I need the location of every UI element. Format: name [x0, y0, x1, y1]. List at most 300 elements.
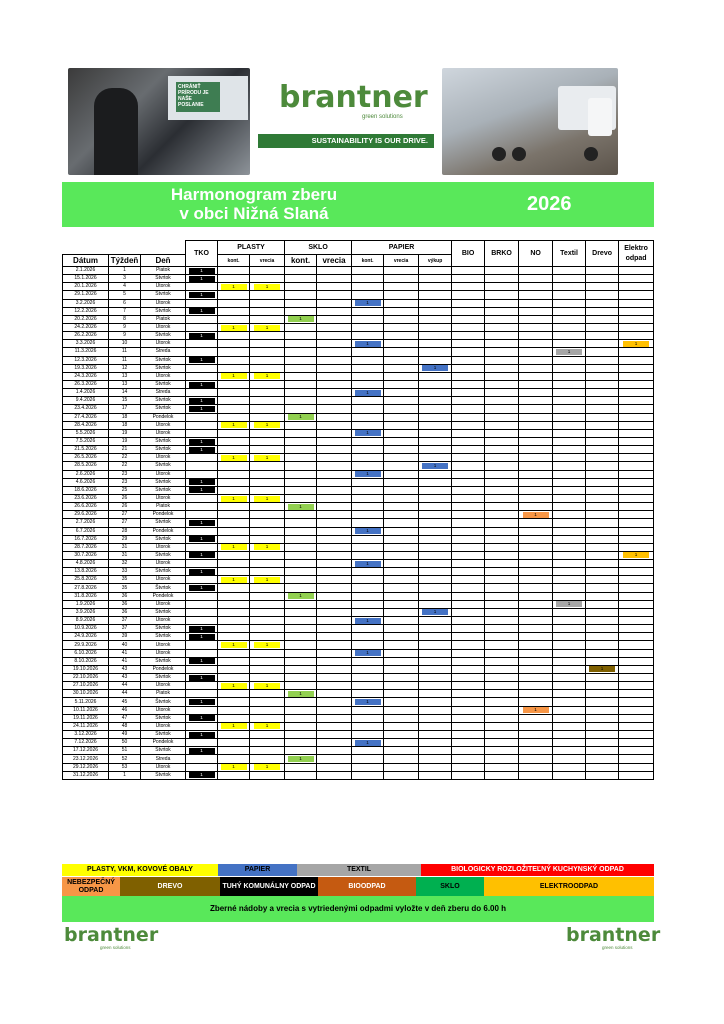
schedule-cell: [485, 503, 519, 511]
schedule-cell: [419, 657, 452, 665]
collection-mark: 1: [422, 463, 448, 469]
schedule-cell: [352, 275, 384, 283]
schedule-cell: [485, 364, 519, 372]
schedule-cell: [384, 560, 419, 568]
schedule-cell: [485, 543, 519, 551]
schedule-cell: [384, 397, 419, 405]
col-plasty: PLASTY: [218, 241, 285, 255]
schedule-cell: [317, 633, 352, 641]
week-cell: 19: [109, 437, 141, 445]
collection-mark: 1: [221, 642, 247, 648]
schedule-cell: [452, 356, 485, 364]
schedule-cell: [485, 592, 519, 600]
table-row: [63, 560, 654, 568]
schedule-cell: [317, 380, 352, 388]
schedule-cell: [186, 413, 218, 421]
schedule-cell: [519, 535, 553, 543]
schedule-cell: [553, 478, 586, 486]
schedule-cell: [586, 446, 619, 454]
schedule-cell: [519, 389, 553, 397]
schedule-cell: [485, 348, 519, 356]
schedule-cell: [218, 421, 250, 429]
week-cell: 11: [109, 356, 141, 364]
schedule-cell: [485, 731, 519, 739]
schedule-cell: [186, 356, 218, 364]
collection-mark: 1: [189, 439, 215, 445]
schedule-cell: [619, 617, 654, 625]
schedule-cell: [317, 437, 352, 445]
schedule-cell: [218, 380, 250, 388]
collection-mark: 1: [254, 723, 280, 729]
date-cell: 27.4.2026: [63, 413, 109, 421]
schedule-cell: [419, 568, 452, 576]
collection-mark: 1: [189, 675, 215, 681]
schedule-cell: [186, 755, 218, 763]
schedule-cell: [586, 470, 619, 478]
schedule-cell: [452, 592, 485, 600]
day-cell: Utorok: [141, 340, 186, 348]
schedule-cell: [186, 397, 218, 405]
schedule-cell: [250, 454, 285, 462]
date-cell: 23.12.2026: [63, 755, 109, 763]
schedule-cell: [619, 478, 654, 486]
week-cell: 9: [109, 332, 141, 340]
schedule-cell: [218, 714, 250, 722]
schedule-cell: [218, 494, 250, 502]
schedule-cell: [519, 299, 553, 307]
schedule-cell: [485, 625, 519, 633]
schedule-cell: [586, 389, 619, 397]
table-row: [63, 568, 654, 576]
schedule-cell: [553, 649, 586, 657]
schedule-cell: [419, 600, 452, 608]
title-bar: [62, 182, 654, 227]
week-cell: 19: [109, 429, 141, 437]
schedule-cell: [384, 283, 419, 291]
schedule-cell: [619, 543, 654, 551]
schedule-cell: [384, 299, 419, 307]
schedule-cell: [553, 307, 586, 315]
schedule-cell: [452, 323, 485, 331]
collection-mark: 1: [422, 609, 448, 615]
schedule-cell: [250, 462, 285, 470]
collection-note: Zberné nádoby a vrecia s vytriedenými odpadmi vyložte v deň zberu do 6.00 h: [62, 896, 654, 922]
week-cell: 36: [109, 592, 141, 600]
schedule-cell: [285, 592, 317, 600]
schedule-cell: [485, 674, 519, 682]
col-sklo-kont: kont.: [285, 255, 317, 267]
schedule-cell: [186, 543, 218, 551]
schedule-cell: [186, 315, 218, 323]
schedule-cell: [619, 535, 654, 543]
week-cell: 53: [109, 763, 141, 771]
schedule-cell: [317, 576, 352, 584]
truck-wheel: [584, 147, 598, 161]
schedule-cell: [317, 714, 352, 722]
schedule-cell: [452, 527, 485, 535]
schedule-cell: [285, 690, 317, 698]
schedule-cell: [250, 421, 285, 429]
schedule-cell: [317, 283, 352, 291]
schedule-cell: [519, 307, 553, 315]
schedule-cell: [317, 454, 352, 462]
schedule-cell: [317, 486, 352, 494]
truck-wheel: [492, 147, 506, 161]
schedule-cell: [553, 543, 586, 551]
collection-mark: 1: [189, 382, 215, 388]
schedule-cell: [250, 299, 285, 307]
table-row: [63, 397, 654, 405]
schedule-cell: [218, 462, 250, 470]
brand-logo: brantner: [279, 80, 428, 115]
schedule-cell: [619, 283, 654, 291]
week-cell: 31: [109, 543, 141, 551]
schedule-cell: [186, 739, 218, 747]
schedule-cell: [519, 771, 553, 779]
schedule-cell: [285, 608, 317, 616]
week-cell: 26: [109, 503, 141, 511]
date-cell: 13.8.2026: [63, 568, 109, 576]
schedule-cell: [485, 323, 519, 331]
day-cell: Utorok: [141, 372, 186, 380]
schedule-cell: [352, 698, 384, 706]
schedule-cell: [186, 372, 218, 380]
schedule-cell: [250, 446, 285, 454]
schedule-cell: [519, 348, 553, 356]
week-cell: 9: [109, 323, 141, 331]
week-cell: 52: [109, 755, 141, 763]
schedule-cell: [186, 462, 218, 470]
schedule-cell: [186, 747, 218, 755]
collection-mark: 1: [355, 740, 381, 746]
week-cell: 17: [109, 405, 141, 413]
col-brko: BRKO: [485, 241, 519, 267]
schedule-cell: [485, 714, 519, 722]
schedule-cell: [317, 771, 352, 779]
day-cell: Štvrtok: [141, 356, 186, 364]
schedule-cell: [519, 494, 553, 502]
date-cell: 15.1.2026: [63, 275, 109, 283]
schedule-cell: [317, 323, 352, 331]
date-cell: 3.3.2026: [63, 340, 109, 348]
date-cell: 12.3.2026: [63, 356, 109, 364]
date-cell: 19.10.2026: [63, 665, 109, 673]
day-cell: Utorok: [141, 763, 186, 771]
schedule-cell: [384, 641, 419, 649]
brand-logo-sub: green solutions: [362, 114, 403, 120]
schedule-cell: [553, 771, 586, 779]
schedule-cell: [384, 551, 419, 559]
date-cell: 8.10.2026: [63, 657, 109, 665]
day-cell: Štvrtok: [141, 608, 186, 616]
schedule-cell: [317, 551, 352, 559]
day-cell: Štvrtok: [141, 625, 186, 633]
schedule-cell: [586, 576, 619, 584]
day-cell: Piatok: [141, 267, 186, 275]
schedule-cell: [619, 405, 654, 413]
schedule-cell: [553, 486, 586, 494]
schedule-cell: [553, 600, 586, 608]
schedule-cell: [619, 389, 654, 397]
week-cell: 46: [109, 706, 141, 714]
schedule-cell: [317, 698, 352, 706]
date-cell: 31.8.2026: [63, 592, 109, 600]
schedule-cell: [519, 674, 553, 682]
date-cell: 28.4.2026: [63, 421, 109, 429]
schedule-cell: [519, 356, 553, 364]
schedule-cell: [452, 397, 485, 405]
schedule-cell: [619, 397, 654, 405]
schedule-cell: [586, 307, 619, 315]
schedule-cell: [285, 551, 317, 559]
schedule-cell: [619, 698, 654, 706]
schedule-cell: [285, 494, 317, 502]
schedule-cell: [485, 568, 519, 576]
table-row: [63, 429, 654, 437]
day-cell: Utorok: [141, 560, 186, 568]
schedule-cell: [452, 519, 485, 527]
schedule-cell: [218, 682, 250, 690]
schedule-cell: [352, 267, 384, 275]
table-row: [63, 299, 654, 307]
schedule-cell: [519, 527, 553, 535]
table-row: [63, 747, 654, 755]
table-row: [63, 657, 654, 665]
date-cell: 29.1.2026: [63, 291, 109, 299]
schedule-cell: [619, 649, 654, 657]
schedule-cell: [519, 372, 553, 380]
schedule-cell: [452, 633, 485, 641]
schedule-cell: [384, 429, 419, 437]
schedule-cell: [317, 332, 352, 340]
day-cell: Štvrtok: [141, 519, 186, 527]
schedule-cell: [186, 698, 218, 706]
schedule-cell: [553, 283, 586, 291]
collection-mark: 1: [189, 626, 215, 632]
schedule-cell: [384, 584, 419, 592]
collection-mark: 1: [221, 284, 247, 290]
week-cell: 45: [109, 698, 141, 706]
schedule-cell: [485, 511, 519, 519]
schedule-cell: [519, 478, 553, 486]
day-cell: Pondelok: [141, 527, 186, 535]
schedule-cell: [285, 633, 317, 641]
schedule-cell: [586, 340, 619, 348]
schedule-cell: [218, 429, 250, 437]
schedule-cell: [218, 413, 250, 421]
schedule-cell: [250, 364, 285, 372]
collection-mark: 1: [189, 292, 215, 298]
week-cell: 35: [109, 584, 141, 592]
schedule-cell: [553, 568, 586, 576]
schedule-cell: [553, 641, 586, 649]
schedule-cell: [553, 356, 586, 364]
col-textil: Textil: [553, 241, 586, 267]
table-row: [63, 503, 654, 511]
schedule-cell: [586, 771, 619, 779]
schedule-cell: [352, 747, 384, 755]
schedule-cell: [250, 584, 285, 592]
date-cell: 24.9.2026: [63, 633, 109, 641]
schedule-cell: [186, 380, 218, 388]
footer-logo-right: brantner: [566, 924, 661, 946]
schedule-cell: [352, 446, 384, 454]
schedule-cell: [519, 592, 553, 600]
schedule-cell: [485, 462, 519, 470]
date-cell: 27.8.2026: [63, 584, 109, 592]
schedule-cell: [186, 714, 218, 722]
schedule-cell: [384, 405, 419, 413]
schedule-cell: [352, 535, 384, 543]
col-tyzden: Týždeň: [109, 255, 141, 267]
collection-mark: 1: [556, 601, 582, 607]
schedule-cell: [218, 356, 250, 364]
table-row: [63, 584, 654, 592]
schedule-cell: [352, 429, 384, 437]
table-row: [63, 674, 654, 682]
schedule-cell: [519, 649, 553, 657]
schedule-cell: [250, 397, 285, 405]
schedule-cell: [619, 608, 654, 616]
schedule-cell: [586, 413, 619, 421]
date-cell: 5.11.2026: [63, 698, 109, 706]
schedule-cell: [186, 437, 218, 445]
schedule-cell: [317, 315, 352, 323]
schedule-cell: [186, 486, 218, 494]
schedule-cell: [250, 714, 285, 722]
schedule-cell: [250, 267, 285, 275]
schedule-cell: [619, 307, 654, 315]
schedule-cell: [553, 674, 586, 682]
date-cell: 17.12.2026: [63, 747, 109, 755]
schedule-cell: [419, 633, 452, 641]
week-cell: 3: [109, 275, 141, 283]
schedule-cell: [419, 722, 452, 730]
schedule-cell: [250, 617, 285, 625]
schedule-cell: [419, 649, 452, 657]
table-row: [63, 389, 654, 397]
legend-item: SKLO: [416, 877, 484, 896]
schedule-cell: [317, 649, 352, 657]
date-cell: 31.12.2026: [63, 771, 109, 779]
schedule-cell: [619, 633, 654, 641]
schedule-cell: [419, 625, 452, 633]
schedule-cell: [352, 657, 384, 665]
header-photo-truck: [442, 68, 618, 175]
table-row: [63, 454, 654, 462]
schedule-cell: [586, 690, 619, 698]
schedule-cell: [218, 771, 250, 779]
schedule-cell: [485, 551, 519, 559]
week-cell: 22: [109, 454, 141, 462]
schedule-cell: [352, 478, 384, 486]
schedule-cell: [519, 315, 553, 323]
schedule-cell: [317, 600, 352, 608]
schedule-cell: [384, 739, 419, 747]
schedule-cell: [619, 332, 654, 340]
schedule-cell: [553, 348, 586, 356]
schedule-cell: [452, 755, 485, 763]
schedule-cell: [485, 747, 519, 755]
schedule-cell: [317, 446, 352, 454]
week-cell: 13: [109, 372, 141, 380]
schedule-cell: [250, 690, 285, 698]
table-row: [63, 649, 654, 657]
week-cell: 50: [109, 739, 141, 747]
schedule-cell: [218, 405, 250, 413]
schedule-cell: [419, 527, 452, 535]
schedule-cell: [485, 519, 519, 527]
schedule-cell: [250, 641, 285, 649]
schedule-cell: [317, 421, 352, 429]
schedule-cell: [218, 397, 250, 405]
date-cell: 6.10.2026: [63, 649, 109, 657]
schedule-cell: [419, 315, 452, 323]
schedule-cell: [352, 372, 384, 380]
schedule-cell: [352, 739, 384, 747]
week-cell: 1: [109, 771, 141, 779]
schedule-cell: [317, 340, 352, 348]
date-cell: 28.5.2026: [63, 462, 109, 470]
photo-caption: CHRÁNIŤ PRÍRODU JE NAŠE POSLANIE: [178, 84, 209, 108]
schedule-cell: [485, 527, 519, 535]
schedule-cell: [619, 560, 654, 568]
schedule-cell: [586, 731, 619, 739]
collection-mark: 1: [355, 528, 381, 534]
week-cell: 33: [109, 568, 141, 576]
schedule-cell: [485, 397, 519, 405]
schedule-cell: [218, 478, 250, 486]
schedule-cell: [452, 340, 485, 348]
schedule-cell: [553, 706, 586, 714]
schedule-cell: [250, 503, 285, 511]
schedule-cell: [586, 380, 619, 388]
collection-mark: 1: [355, 618, 381, 624]
schedule-cell: [317, 389, 352, 397]
schedule-cell: [384, 714, 419, 722]
schedule-cell: [519, 446, 553, 454]
schedule-cell: [218, 617, 250, 625]
schedule-cell: [419, 641, 452, 649]
schedule-cell: [250, 405, 285, 413]
schedule-cell: [519, 608, 553, 616]
collection-mark: 1: [355, 699, 381, 705]
date-cell: 3.12.2026: [63, 731, 109, 739]
schedule-cell: [384, 364, 419, 372]
footer-logo-right-sub: green solutions: [602, 945, 633, 950]
schedule-cell: [218, 535, 250, 543]
day-cell: Utorok: [141, 600, 186, 608]
schedule-cell: [250, 592, 285, 600]
week-cell: 44: [109, 682, 141, 690]
schedule-cell: [250, 429, 285, 437]
schedule-cell: [285, 446, 317, 454]
table-row: [63, 600, 654, 608]
schedule-cell: [519, 739, 553, 747]
schedule-cell: [586, 682, 619, 690]
schedule-cell: [250, 543, 285, 551]
collection-mark: 1: [189, 699, 215, 705]
schedule-cell: [519, 267, 553, 275]
schedule-cell: [519, 429, 553, 437]
schedule-cell: [186, 307, 218, 315]
week-cell: 26: [109, 494, 141, 502]
day-cell: Štvrtok: [141, 535, 186, 543]
schedule-cell: [586, 755, 619, 763]
table-row: [63, 755, 654, 763]
collection-mark: 1: [623, 552, 649, 558]
schedule-cell: [452, 625, 485, 633]
